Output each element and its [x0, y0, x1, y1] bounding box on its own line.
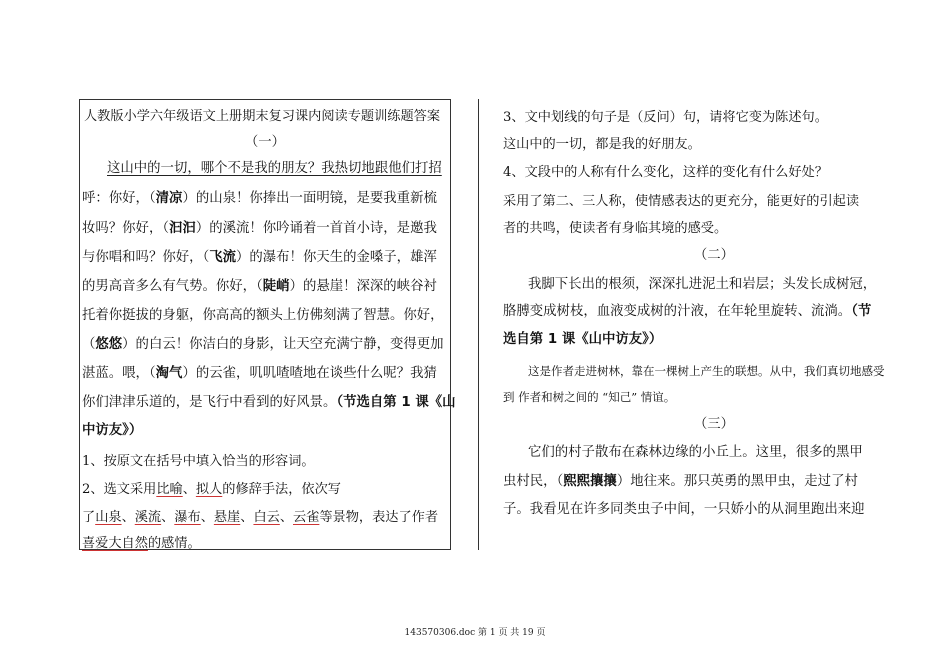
text: ）的云雀，叽叽喳喳地在谈些什么呢？我猜 — [182, 366, 437, 381]
column-divider — [478, 99, 479, 550]
section-heading-1: （一） — [244, 135, 286, 150]
answer-scene: 瀑布 — [174, 510, 201, 525]
question-4: 4、文段中的人称有什么变化，这样的变化有什么好处？ — [503, 165, 828, 180]
source-note: （节选自第 1 课《山 — [336, 395, 456, 410]
passage1-line5 — [82, 280, 437, 293]
passage3-line3: 子。我看见在许多同类虫子中间，一只娇小的从洞里跑出来迎 — [503, 502, 865, 517]
text: 胳膊变成树枝，血液变成树的汁液，在年轮里旋转、流淌。 — [503, 304, 852, 319]
answer-scene: 溪流 — [134, 510, 162, 525]
section-heading-2: （二） — [693, 248, 735, 263]
text: ）地往来。那只英勇的黑甲虫，走过了村 — [616, 474, 858, 489]
answer-scene: 山泉 — [95, 510, 122, 525]
answer-4-line1: 采用了第二、三人称，使情感表达的更充分，能更好的引起读 — [503, 194, 860, 209]
passage3-line2 — [503, 475, 858, 488]
answer-5-line2: 到 作者和树之间的 “知己” 情谊。 — [503, 390, 676, 404]
text: 、 — [182, 482, 196, 497]
section-heading-3: （三） — [693, 417, 735, 432]
question-2-line2: 了山泉、溪流、瀑布、悬崖、白云、云雀等景物，表达了作者 — [82, 510, 439, 525]
answer-scene: 白云 — [253, 510, 280, 525]
answer-3: 这山中的一切，都是我的好朋友。 — [503, 137, 701, 152]
question-2-line1 — [82, 483, 341, 496]
text: 的修辞手法，依次写 — [222, 482, 341, 497]
text: 呼：你好，（ — [82, 191, 156, 206]
passage1-line8 — [82, 367, 437, 380]
answer-word: 悠悠 — [95, 337, 123, 352]
text: ）的白云！你洁白的身影，让天空充满宁静，变得更加 — [122, 337, 444, 352]
text: 的感情。 — [147, 536, 201, 551]
answer-word: 清凉 — [155, 191, 183, 206]
passage1-line6: 托着你挺拔的身躯，你高高的额头上仿佛刻满了智慧。你好， — [82, 308, 444, 323]
text: 妆吗？你好，（ — [82, 221, 170, 236]
answer-scene: 云雀 — [293, 510, 320, 525]
passage1-line7 — [82, 338, 444, 351]
answer-rhetoric: 拟人 — [195, 482, 223, 497]
underlined-question-sentence: 这山中的一切，哪个不是我的朋友？我热切地跟他们打招 — [107, 161, 442, 176]
answer-scene: 悬崖 — [213, 510, 241, 525]
answer-word: 淘气 — [155, 366, 183, 381]
passage1-line3 — [82, 222, 437, 235]
text: 与你唱和吗？你好，（ — [82, 250, 210, 265]
passage3-line1: 它们的村子散布在森林边缘的小丘上。这里，很多的黑甲 — [528, 445, 863, 460]
passage1-line9 — [82, 396, 456, 409]
text: 的男高音多么有气势。你好，（ — [82, 279, 263, 294]
source-note: （节 — [851, 304, 872, 319]
text: ）的溪流！你吟诵着一首首小诗，是邀我 — [195, 221, 437, 236]
text: 你们津津乐道的，是飞行中看到的好风景。 — [82, 395, 337, 410]
passage1-line10: 中访友》） — [82, 423, 143, 438]
passage2-line3: 选自第 1 课《山中访友》） — [503, 332, 663, 347]
text: （ — [82, 337, 96, 352]
question-2-line3 — [82, 537, 201, 550]
text: ）的瀑布！你天生的金嗓子，雄浑 — [236, 250, 437, 265]
text: 了 — [82, 510, 96, 525]
answer-word: 汩汩 — [169, 221, 196, 236]
passage1-line4 — [82, 251, 437, 264]
document-title: 人教版小学六年级语文上册期末复习课内阅读专题训练题答案 — [84, 109, 441, 124]
answer-word: 熙熙攘攘 — [563, 474, 617, 489]
passage1-line2 — [82, 192, 437, 205]
answer-word: 陡峭 — [262, 279, 290, 294]
answer-4-line2: 者的共鸣，使读者有身临其境的感受。 — [503, 221, 728, 236]
text: ）的山泉！你捧出一面明镜，是要我重新梳 — [182, 191, 437, 206]
answer-word: 飞流 — [209, 250, 236, 265]
answer-emotion: 喜爱大自然 — [82, 536, 148, 551]
question-1: 1、按原文在括号中填入恰当的形容词。 — [82, 454, 315, 469]
text: 虫村民，（ — [503, 474, 564, 489]
text: 2、选文采用 — [82, 482, 157, 497]
page-footer: 143570306.doc 第 1 页 共 19 页 — [404, 628, 546, 638]
question-3: 3、文中划线的句子是（反问）句，请将它变为陈述句。 — [503, 110, 828, 125]
answer-5-line1: 这是作者走进树林，靠在一棵树上产生的联想。从中，我们真切地感受 — [528, 364, 885, 378]
passage1-line1 — [107, 162, 442, 175]
text: ）的悬崖！深深的峡谷衬 — [289, 279, 437, 294]
text: 湛蓝。喂，（ — [82, 366, 156, 381]
answer-rhetoric: 比喻 — [156, 482, 183, 497]
passage2-line1: 我脚下长出的根须，深深扎进泥土和岩层；头发长成树冠， — [528, 277, 877, 292]
passage2-line2 — [503, 305, 871, 318]
text: 等景物，表达了作者 — [319, 510, 439, 525]
